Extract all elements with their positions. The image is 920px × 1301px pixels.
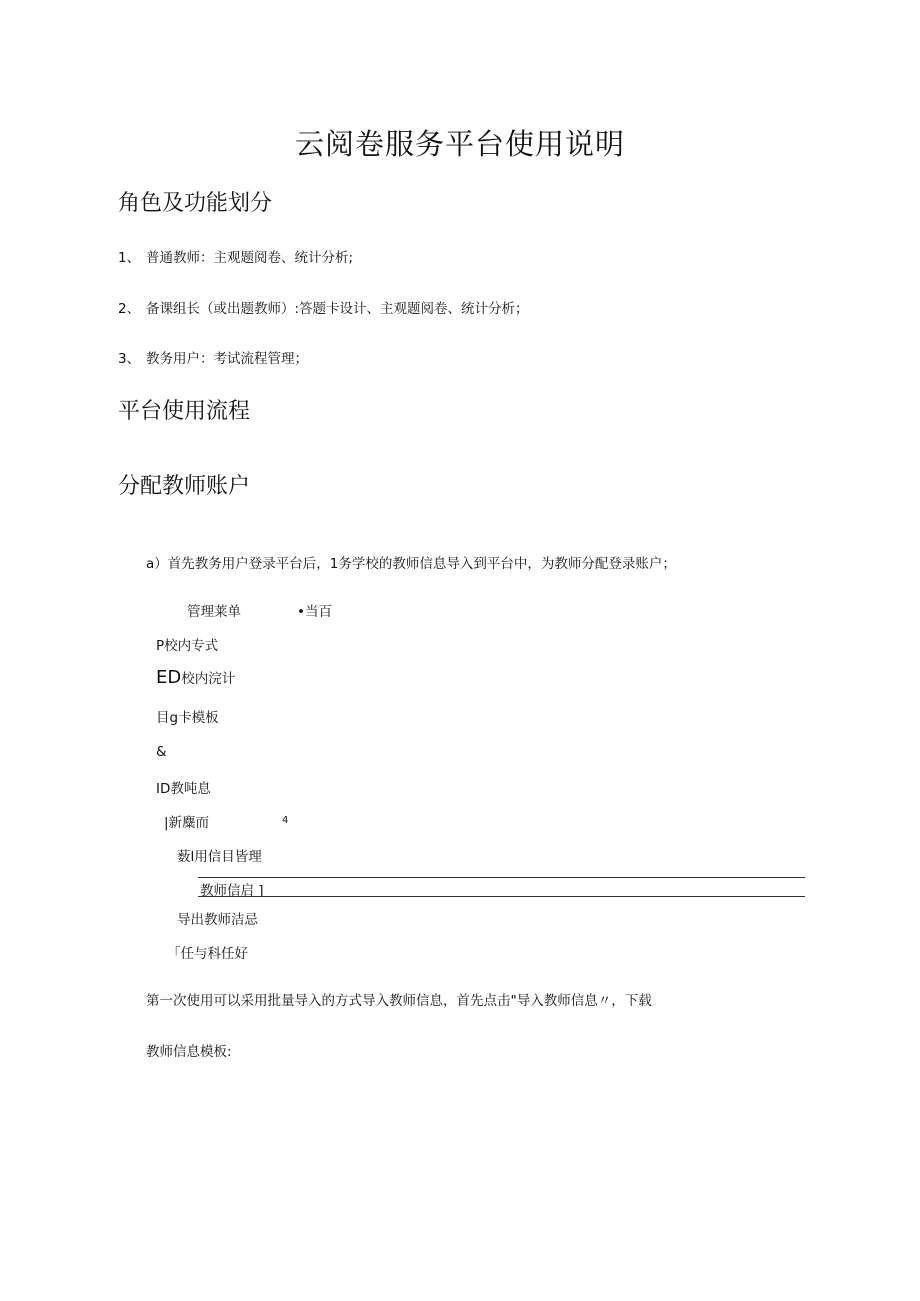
menu-item-export[interactable]: 导出教师洁忌	[177, 912, 258, 928]
menu-item-stats-prefix: ED	[156, 667, 182, 688]
import-paragraph: 第一次使用可以采用批量导入的方式导入教师信息，首先点击"导入教师信息〃，下载	[146, 993, 652, 1009]
menu-header-label: 管理莱单	[187, 604, 241, 620]
menu-item-amp: &	[156, 744, 167, 760]
selection-top-rule	[198, 877, 805, 878]
selection-bottom-rule	[198, 896, 805, 897]
menu-item-stats[interactable]	[156, 667, 235, 688]
menu-item-teacher-info[interactable]: 教师信启 ]	[200, 883, 264, 899]
role-item-2	[118, 297, 529, 317]
assign-heading: 分配教师账户	[118, 474, 251, 499]
menu-item-stats-label: 校内浣计	[181, 671, 236, 687]
role-text: 普通教师：主观题阅卷、统计分析;	[146, 250, 354, 266]
menu-item-user-mgmt[interactable]: 薮l用信目皆理	[177, 849, 262, 865]
role-number: 3、	[118, 351, 141, 367]
menu-item-subject[interactable]: 「任与科任好	[167, 946, 248, 962]
menu-item-new[interactable]: |新麋而	[164, 815, 210, 831]
role-item-1	[118, 246, 353, 266]
menu-header-extra: •当百	[297, 604, 332, 620]
role-item-3	[118, 347, 308, 367]
role-number: 1、	[118, 250, 141, 266]
menu-item-exam[interactable]: P校内专式	[156, 638, 219, 654]
role-number: 2、	[118, 301, 141, 317]
role-text: 备课组长（或出题教师）:答题卡设计、主观题阅卷、统计分析；	[146, 301, 529, 317]
flow-heading: 平台使用流程	[118, 399, 251, 424]
role-text: 教务用户：考试流程管理；	[146, 351, 308, 367]
document-title: 云阅卷服务平台使用说明	[294, 127, 625, 161]
menu-item-teacher[interactable]: ID教吨息	[156, 781, 211, 797]
roles-heading: 角色及功能划分	[118, 191, 273, 216]
intro-paragraph: a）首先教务用户登录平台后，1务学校的教师信息导入到平台中，为教师分配登录账户；	[146, 556, 676, 572]
menu-item-card[interactable]: 目g卡模板	[156, 710, 219, 726]
template-paragraph: 教师信息模板:	[146, 1044, 232, 1060]
menu-item-new-count: 4	[282, 815, 289, 826]
